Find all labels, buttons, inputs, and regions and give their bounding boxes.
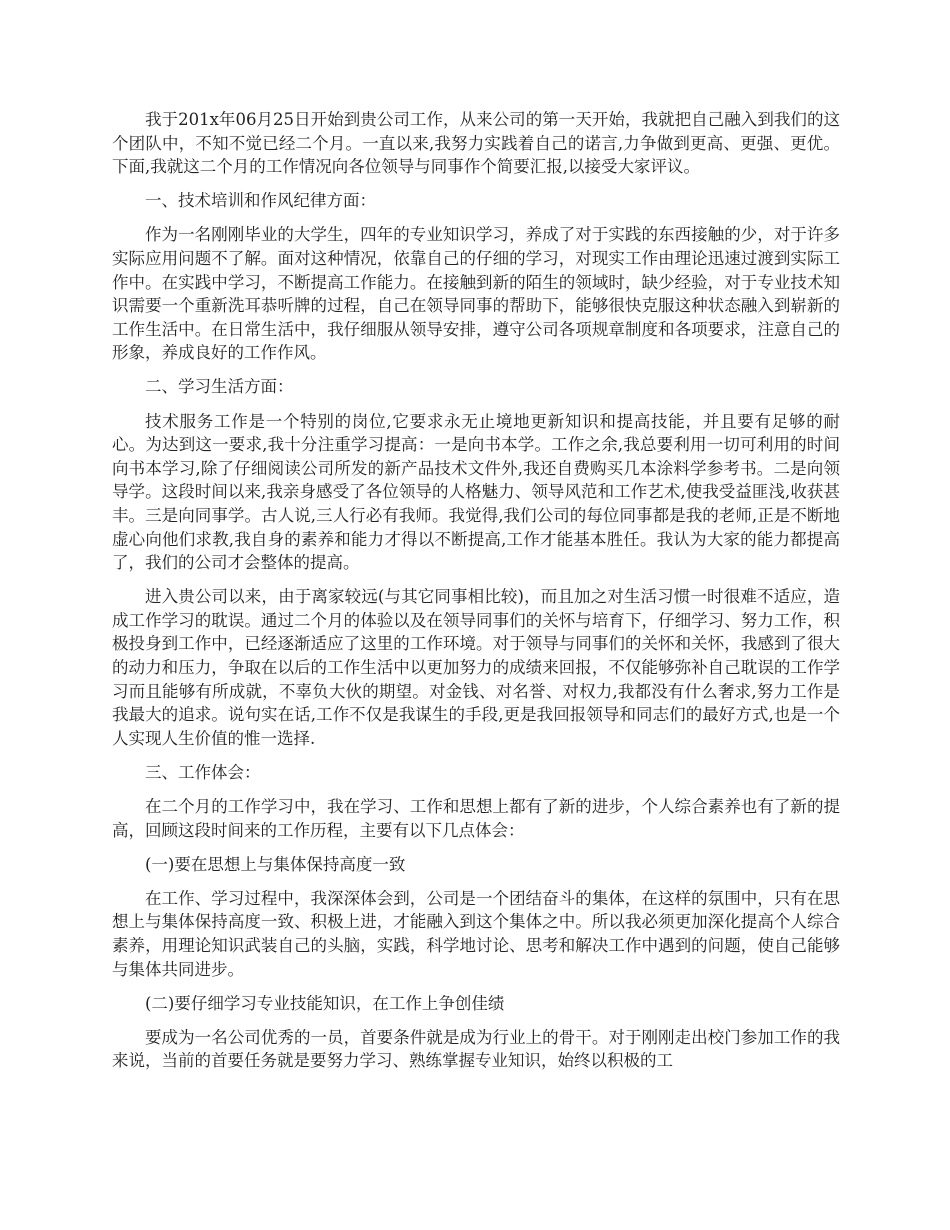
section-heading-training: 一、技术培训和作风纪律方面： <box>145 191 376 211</box>
document-body <box>112 108 840 1083</box>
training-paragraph: 作为一名刚刚毕业的大学生，四年的专业知识学习，养成了对于实践的东西接触的少，对于许多实际应用问题不了解。面对这种情况，依靠自己的仔细的学习，对现实工作由理论迅速过渡到实际工作中。在实践中学习，不断提高工作能力。在接触到新的陌生的领域时，缺少经验，对于专业技术知识需要一个重新洗耳恭听牌的过程，自己在领导同事的帮助下，能够很快克服这种状态融入到崭新的工作生活中。在日常生活中，我仔细服从领导安排，遵守公司各项规章制度和各项要求，注意自己的形象，养成良好的工作作风。 <box>112 225 840 363</box>
section-heading-study-life: 二、学习生活方面： <box>145 377 294 397</box>
subheading-professional-skills: (二)要仔细学习专业技能知识，在工作上争创佳绩 <box>145 993 505 1013</box>
professional-skills-paragraph: 要成为一名公司优秀的一员，首要条件就是成为行业上的骨干。对于刚刚走出校门参加工作的我来说，当前的首要任务就是要努力学习、熟练掌握专业知识，始终以积极的工 <box>112 1027 840 1071</box>
study-paragraph: 技术服务工作是一个特别的岗位,它要求永无止境地更新知识和提高技能，并且要有足够的耐心。为达到这一要求,我十分注重学习提高：一是向书本学。工作之余,我总要利用一切可利用的时间向书本学习,除了仔细阅读公司所发的新产品技术文件外,我还自费购买几本涂料学参考书。二是向领导学。这段时间以来,我亲身感受了各位领导的人格魅力、领导风范和工作艺术,使我受益匪浅,收获甚丰。三是向同事学。古人说,三人行必有我师。我觉得,我们公司的每位同事都是我的老师,正是不断地虚心向他们求教,我自身的素养和能力才得以不断提高,工作才能基本胜任。我认为大家的能力都提高了，我们的公司才会整体的提高。 <box>112 411 840 573</box>
experience-intro-paragraph: 在二个月的工作学习中，我在学习、工作和思想上都有了新的进步，个人综合素养也有了新的提高，回顾这段时间来的工作历程，主要有以下几点体会： <box>112 796 840 840</box>
consistency-paragraph: 在工作、学习过程中，我深深体会到，公司是一个团结奋斗的集体，在这样的氛围中，只有在思想上与集体保持高度一致、积极上进，才能融入到这个集体之中。所以我必须更加深化提高个人综合素养，用理论知识武装自己的头脑，实践，科学地讨论、思考和解决工作中遇到的问题，使自己能够与集体共同进步。 <box>112 888 840 979</box>
adaptation-paragraph: 进入贵公司以来，由于离家较远(与其它同事相比较)，而且加之对生活习惯一时很难不适应，造成工作学习的耽误。通过二个月的体验以及在领导同事们的关怀与培育下，仔细学习、努力工作，积极投身到工作中，已经逐渐适应了这里的工作环境。对于领导与同事们的关怀和关怀，我感到了很大的动力和压力，争取在以后的工作生活中以更加努力的成绩来回报，不仅能够弥补自己耽误的工作学习而且能够有所成就，不辜负大伙的期望。对金钱、对名誉、对权力,我都没有什么奢求,努力工作是我最大的追求。说句实在话,工作不仅是我谋生的手段,更是我回报领导和同志们的最好方式,也是一个人实现人生价值的惟一选择. <box>112 587 840 748</box>
subheading-consistency: (一)要在思想上与集体保持高度一致 <box>145 854 406 874</box>
intro-paragraph: 我于201x年06月25日开始到贵公司工作，从来公司的第一天开始，我就把自己融入到我们的这个团队中，不知不觉已经二个月。一直以来,我努力实践着自己的诺言,力争做到更高、更强、更优。下面,我就这二个月的工作情况向各位领导与同事作个简要汇报,以接受大家评议。 <box>112 110 840 177</box>
section-heading-experience: 三、工作体会： <box>145 762 261 782</box>
